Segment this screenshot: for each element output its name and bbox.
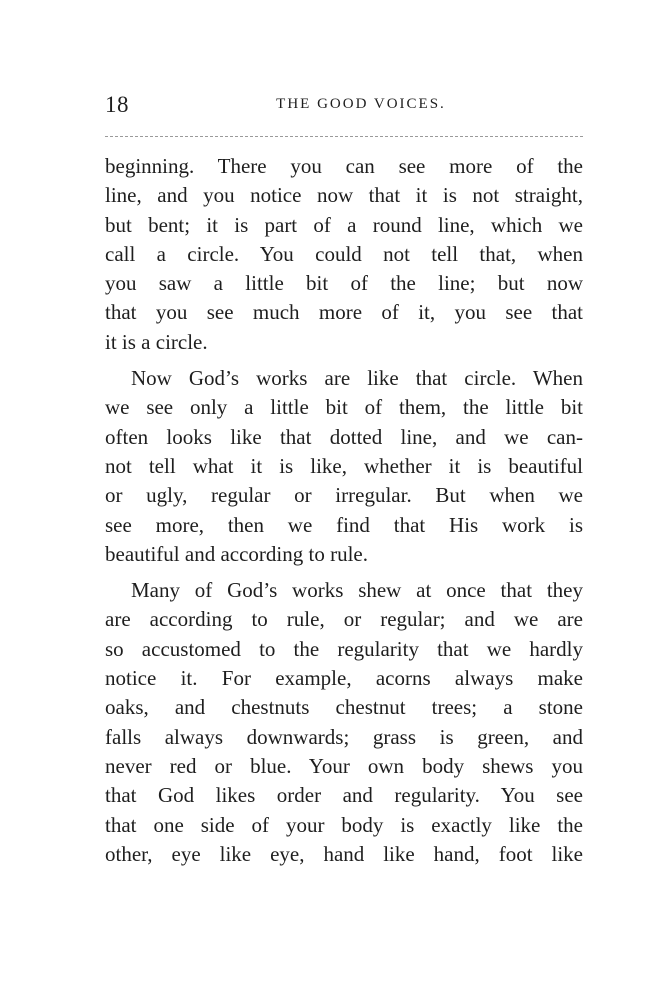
text-line: see more, then we find that His work is bbox=[105, 512, 583, 537]
text-line: other, eye like eye, hand like hand, foot like bbox=[105, 841, 583, 866]
body-text bbox=[105, 152, 583, 869]
text-line: beginning. There you can see more of the bbox=[105, 154, 583, 178]
text-line: notice it. For example, acorns always make bbox=[105, 666, 583, 691]
text-line: line, and you notice now that it is not straight, bbox=[105, 183, 583, 208]
text-line: it is a circle. bbox=[105, 329, 208, 354]
paragraph-gap bbox=[105, 569, 583, 576]
text-line: that one side of your body is exactly like the bbox=[105, 812, 583, 837]
text-line: but bent; it is part of a round line, which we bbox=[105, 212, 583, 237]
text-line: or ugly, regular or irregular. But when we bbox=[105, 483, 583, 508]
text-line: so accustomed to the regularity that we hardly bbox=[105, 636, 583, 661]
running-title: THE GOOD VOICES. bbox=[276, 96, 446, 112]
text-line: Now God’s works are like that circle. When bbox=[131, 366, 583, 391]
text-line: oaks, and chestnuts chestnut trees; a stone bbox=[105, 695, 583, 720]
text-line: not tell what it is like, whether it is beautiful bbox=[105, 453, 583, 478]
text-line: that you see much more of it, you see that bbox=[105, 300, 583, 325]
paragraph bbox=[105, 152, 583, 357]
text-line: never red or blue. Your own body shews you bbox=[105, 753, 583, 778]
text-line: Many of God’s works shew at once that they bbox=[131, 578, 583, 603]
text-line: you saw a little bit of the line; but now bbox=[105, 271, 583, 296]
header-rule bbox=[105, 136, 583, 137]
text-line: beautiful and according to rule. bbox=[105, 541, 368, 566]
page-header bbox=[105, 92, 583, 122]
paragraph-gap bbox=[105, 357, 583, 364]
paragraph bbox=[105, 576, 583, 869]
text-line: are according to rule, or regular; and we are bbox=[105, 607, 583, 632]
text-line: we see only a little bit of them, the little bit bbox=[105, 395, 583, 420]
paragraph bbox=[105, 364, 583, 569]
page-number: 18 bbox=[105, 92, 129, 117]
text-line: call a circle. You could not tell that, when bbox=[105, 241, 583, 266]
text-line: that God likes order and regularity. You see bbox=[105, 783, 583, 808]
text-line: often looks like that dotted line, and we can- bbox=[105, 424, 583, 449]
text-line: falls always downwards; grass is green, and bbox=[105, 724, 583, 749]
